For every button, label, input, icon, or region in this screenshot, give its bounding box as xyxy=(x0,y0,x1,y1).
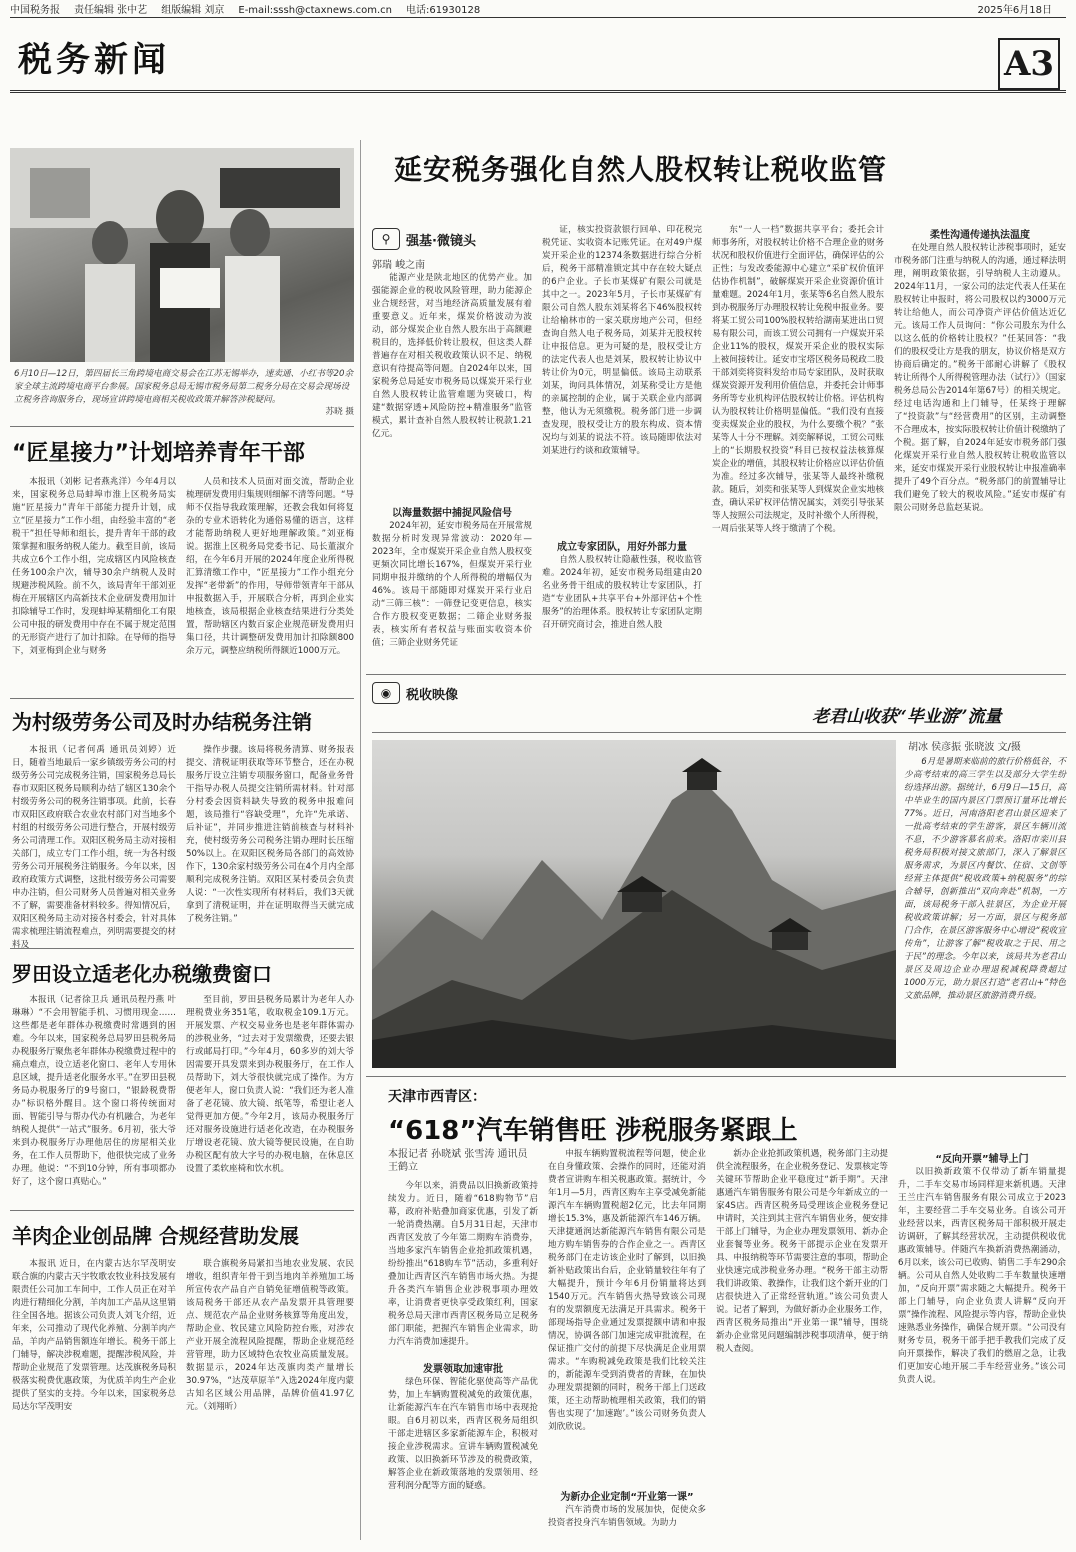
column-badge-label: 税收映像 xyxy=(406,687,459,703)
article-subhead: 以海量数据中捕捉风险信号 xyxy=(392,508,512,519)
layout-credit: 组版编辑 刘京 xyxy=(161,5,225,16)
article-body: 汽车消费市场的发展加快，促使众多投资者投身汽车销售领域。为助力 xyxy=(548,1505,706,1528)
contact-phone: 电话:61930128 xyxy=(405,5,481,16)
article-body: 证，核实投资款银行回单、印花税完税凭证、实收资本记账凭证。在对49户煤炭开采企业的12374条数据进行综合分析后，税务干部精准锁定其中存在较大疑点的6户企业。子长市某煤矿有限公司就是其中之一。2023年5月，子长市某煤矿有限公司自然人股东刘某将名下46%股权转让给榆林市的一家关联房地产公司，但经查询自然人电子税务局，刘某并无股权转让申报信息。更为可疑的是，股权受让方的法定代表人也是刘某，股权转让协议中转让价为0元，明显偏低。该局主动联系刘某，询问具体情况，刘某称受让方是他的亲属控制的企业，属于关联企业内部调整，他认为无须缴税。税务部门进一步调查发现，股权受让方的股东构成、资本情况均与刘某的说法不符。该局随即依法对刘某进行约谈和政策辅导。 xyxy=(542,225,702,456)
article-subhead: “反向开票”辅导上门 xyxy=(935,1154,1029,1165)
expo-photo-illustration xyxy=(10,148,354,362)
article-body: 6月是暑期来临前的旅行价格低谷，不少高考结束的高三学生以及部分大学生纷纷选择出游。据统计，6月9日—15日，高中毕业生的国内景区门票预订量环比增长77%。近日，河南洛阳老君山景区迎来了一批高考结束的学生游客，景区车辆川流不息，不少游客慕名前来。洛阳市栾川县税务局积极对接文旅部门，深入了解景区服务需求，为景区内餐饮、住宿、文创等经营主体提供“税收政策+纳税服务”的综合辅导，创新推出“双向奔赴”机制，一方面，该局税务干部入驻景区，为企业开展税收政策讲解；另一方面，景区与税务部门合作，在景区游客服务中心增设“税收宣传角”，让游客了解“税收取之于民、用之于民”的理念。今年以来，该局共为老君山景区及周边企业办理退税减税降费超过1000万元，助力景区打造“老君山+”特色文旅品牌，推动景区旅游消费升级。 xyxy=(904,757,1066,1001)
magnifier-icon: ⚲ xyxy=(372,228,400,250)
article-headline: 罗田设立适老化办税缴费窗口 xyxy=(12,962,272,986)
page-number: A3 xyxy=(998,38,1060,90)
article-body: 2024年初，延安市税务局在开展常规数据分析时发现异常波动：2020年—2023年，全市煤炭开采企业自然人股权变更频次同比增长167%，但煤炭开采行业同期申报并缴纳的个人所得税的增幅仅为46%。该局干部随即对煤炭开采行业启动“三筛三核”：一筛登记变更信息，核实合作方股权变更数据；二筛企业财务报表，核实所有者权益与账面实收资本价值；三筛企业财务凭证 xyxy=(372,521,532,648)
expo-photo xyxy=(10,148,354,362)
article-body: 自然人股权转让隐蔽性强，税收监管难。2024年初，延安市税务局组建由20名业务骨干组成的股权转让专家团队，打造“专业团队+共享平台+外部评估+个性服务”的治理体系。股权转让专家团队定期召开研究商讨会，推进自然人股 xyxy=(542,555,702,630)
article-headline: 羊肉企业创品牌 合规经营助发展 xyxy=(12,1224,299,1248)
contact-email[interactable]: E-mail:sssh@ctaxnews.com.cn xyxy=(238,5,392,16)
article-subhead: 成立专家团队，用好外部力量 xyxy=(557,542,687,553)
article-body: 东“一人一档”数据共享平台；委托会计师事务所，对股权转让价格不合理企业的财务状况和股权价值进行全面评估，确保评估的公正性；与发改委能源中心建立“采矿权价值评估协作机制”，破解煤炭开采企业资源价值计量难题。2024年1月，张某等6名自然人股东到办税服务厅办理股权转让免税申报业务。要将某工贸公司100%股权转给湖南某进出口贸易有限公司，而该工贸公司拥有一户煤炭开采企业11%的股权，煤炭开采企业的股权实际上被间接转让。延安市宝塔区税务局税政二股干部刘奕将资料发给市局专家团队，及时获取煤炭资源开发利用价值信息，并委托会计师事务所等专业机构评估股权转让价格。评估机构认为股权转让价格明显偏低。“我们没有直接变卖煤炭企业的股权，为什么要缴个税？”张某等人十分不理解。刘奕解释说，工贸公司账上的“长期股权投资”科目已按权益法核算煤炭企业的增值，其股权转让价格应以评估价值为准。经过多次辅导，张某等人最终补缴税款。随后，刘奕和张某等人到煤炭企业实地核查，确认采矿权评估情况属实，刘奕引导张某等人按照公司法规定，及时补缴个人所得税，一周后张某等人终于缴清了个税。 xyxy=(712,225,884,534)
article-body: 以旧换新政策不仅带动了新车销量提升，二手车交易市场同样迎来新机遇。天津王兰庄汽车销售服务有限公司成立于2023年，主要经营二手车交易业务。自该公司开业经营以来，西青区税务局干部积极开展走访调研，了解其经营状况，主动提供税收优惠政策辅导。伴随汽车换新消费热潮涌动，6月以来，该公司已收购、销售二手车290余辆。公司从自然人处收购二手车数量快速增加，“反向开票”需求随之大幅提升。税务干部上门辅导，向企业负责人讲解“反向开票”操作流程、风险提示等内容，帮助企业快速熟悉业务操作，确保合规开票。“公司没有财务专员，税务干部手把手教我们完成了反向开票操作，解决了我们的燃眉之急，让我们更加安心地开展二手车经营业务。”该公司负责人说。 xyxy=(898,1167,1066,1385)
article-body: 绿色环保、智能化驱使高等产品优势，加上车辆购置税减免的政策优惠，让新能源汽车在汽车销售市场中表现抢眼。自6月初以来，西青区税务局组织干部走进辖区多家新能源车企，积极对接企业涉税需求。宣讲车辆购置税减免政策、以旧换新环节涉及的税费政策，解答企业在新政策落地的发票领用、经营利润分配等方面的疑惑。 xyxy=(388,1377,538,1491)
main-headline: 延安税务强化自然人股权转让税收监管 xyxy=(394,153,888,186)
paper-name: 中国税务报 xyxy=(10,5,60,16)
article-byline: 本报记者 孙晓斌 张雪涛 通讯员 王鹤立 xyxy=(388,1149,528,1173)
article-headline: “匠星接力”计划培养青年干部 xyxy=(12,441,305,466)
article-subhead: 柔性沟通传递执法温度 xyxy=(930,230,1030,241)
article-body: 能源产业是陕北地区的优势产业。加强能源企业的税收风险管理，助力能源企业合规经营，对当地经济高质量发展有着重要意义。近年来，煤炭价格波动为波动，部分煤炭企业自然人股东出于高额避税目的，选择低价转让股权，但这类人群普遍存在对相关税收政策认识不足、纳税意识有待提高等问题。自2024年以来，国家税务总局延安市税务局以煤炭开采行业自然人股权转让监管难题为突破口，构建“数据穿透+风险防控+精准服务”监管模式，累计查补自然人股权转让税款1.21亿元。 xyxy=(372,273,532,439)
expo-photo-caption: 6月10日—12日，第四届长三角跨境电商交易会在江苏无锡举办，速卖通、小红书等20余家全球主流跨境电商平台参展。国家税务总局无锡市税务局第二税务分局在交易会现场设立税务咨询服务台，现场宣讲跨境电商相关税收政策并解答涉税疑问。 xyxy=(14,369,354,405)
column-divider xyxy=(360,140,361,1540)
article-body: 人员和技术人员面对面交流，帮助企业梳理研发费用归集规则细解不清等问题。“导师不仅指导我政策理解，还教会我如何将复杂的专业术语转化为通俗易懂的语言，这样才能帮助纳税人更好地理解政策。”刘亚梅说。据淮上区税务局党委书记、局长董淑介绍，在今年6月开展的2024年度企业所得税汇算清缴工作中，“匠星接力”工作小组充分发挥“老带新”的作用，导师带领青年干部从申报数据入手，开展联合分析，再到企业实地核查，该局根据企业核查结果进行分类处置，帮助辖区内数百家企业规范研发费用归集口径，共计调整研发费用加计扣除额800余万元，调整应纳税所得额近1000万元。 xyxy=(186,477,354,656)
divider xyxy=(10,948,354,949)
editor-credit: 责任编辑 张中艺 xyxy=(74,5,148,16)
article-headline: 老君山收获“毕业游”流量 xyxy=(812,707,1002,727)
section-title: 税务新闻 xyxy=(18,40,170,80)
column-badge-label: 强基·微镜头 xyxy=(406,233,476,249)
article-subhead: 发票领取加速审批 xyxy=(423,1364,503,1375)
mountain-illustration xyxy=(372,740,896,1068)
article-body: 本报讯（刘彬 记者燕兆洋）今年4月以来，国家税务总局蚌埠市淮上区税务局实施“匠星接力”青年干部能力提升计划，成立“匠星接力”工作小组，由经验丰富的“老税干”担任导师和组长，提升青年干部的政策掌握和服务纳税人能力。截至目前，该局共成立6个工作小组，完成辖区内风险核查任务100余户次，辅导30余户纳税人及时规避涉税风险。前不久，该局青年干部刘亚梅在开展辖区内高新技术企业研发费用加计扣除辅导工作时，发现蚌埠某精细化工有限公司申报的研发费用中存在不属于规定范围的无形资产进行了加计扣除。在导师的指导下，刘亚梅到企业与财务 xyxy=(12,477,176,656)
divider xyxy=(366,674,1066,675)
article-body: 至目前，罗田县税务局累计为老年人办理税费业务351笔，收取税金109.1万元。开展发票、产权交易业务也是老年群体需办的涉税业务，“过去对于发票缴费，还要去银行或邮局打印。”今年4月，60多岁的刘大爷因需要开具发票来到办税服务厅，在工作人员帮助下，刘大爷很快就完成了操作。为方便老年人，窗口负责人说：“我们还为老人准备了老花镜、放大镜、纸笔等，希望让老人觉得更加方便。”今年2月，该局办税服务厅还对服务设施进行适老化改造，在办税服务厅增设老花镜、放大镜等便民设施，在自助办税区配有放大字号的办税电脑，在休息区设置了柔软座椅和饮水机。 xyxy=(186,995,354,1174)
article-body: 新办企业抢抓政策机遇，税务部门主动提供全流程服务，在企业税务登记、发票核定等关键环节帮助企业平稳度过“新手期”。天津惠通汽车销售服务有限公司是今年新成立的一家4S店。西青区税务局受理该企业税务登记申请时，关注到其主营汽车销售业务，便安排干部上门辅导，为企业办理发票领用、新办企业套餐等业务。税务干部提示企业在发票开具、申报纳税等环节需要注意的事项，帮助企业快速完成涉税业务办理。“税务干部主动帮我们讲政策、教操作，让我们这个新开业的门店很快进入了正常经营轨道。”该公司负责人说。记者了解到，为做好新办企业服务工作，西青区税务局推出“开业第一课”辅导，围绕新办企业常见问题编制涉税事项清单，便于纳税人查阅。 xyxy=(716,1149,888,1354)
article-body: 在处理自然人股权转让涉税事项时，延安市税务部门注重与纳税人的沟通，通过释法明理，阐明政策依据，引导纳税人主动遵从。2024年11月，一家公司的法定代表人任某在股权转让申报时，将公司股权以约3000万元转让给他人，而公司净资产评估价值达近亿元。该局工作人员询问：“你公司股东为什么以这么低的价格转让股权？”任某回答：“我们的股权受让方是我的朋友，协议价格是双方协商后确定的。”税务干部耐心讲解了《股权转让所得个人所得税管理办法（试行）》（国家税务总局公告2014年第67号）的相关规定。经过电话沟通和上门辅导，任某终于理解了“投资款”与“经营费用”的区别，主动调整不合理成本，按实际股权转让价值计税缴纳了个税。据了解，自2024年延安市税务部门强化煤炭开采行业自然人股权转让税收监管以来，延安市煤炭开采行业股权转让申报准确率提升了49个百分点。“税务部门的前置辅导让我们避免了较大的税收风险。”延安市煤矿有限公司财务总监赵某说。 xyxy=(894,243,1066,513)
column-badge xyxy=(372,228,476,250)
article-byline: 胡冰 侯彦振 张晓波 文/摄 xyxy=(908,742,1021,753)
article-subhead: 为新办企业定制“开业第一课” xyxy=(560,1492,694,1503)
article-body: 本报讯（记者何禹 通讯员刘婷）近日，随着当地最后一家乡镇级劳务公司的村级劳务公司完成税务注销，国家税务总局长春市双阳区税务局顺利办结了辖区130余个村级劳务公司的税务注销事项。此前，长春市双阳区政府联合农业农村部门对当地多个村组的村级劳务公司进行整合，开展村级劳务公司清理工作。双阳区税务局主动对接相关部门，成立专门工作小组，统一为各村级劳务公司开展税务注销服务。今年以来，因政府政策方式调整，这批村级劳务公司需要申办注销，但公司财务人员普遍对相关业务不了解，需要准备材料较多。得知情况后，双阳区税务局主动对接各村委会，针对具体需求梳理注销流程难点，列明需要提交的材料及 xyxy=(12,745,176,950)
article-kicker: 天津市西青区： xyxy=(388,1089,486,1105)
divider xyxy=(10,698,354,699)
article-body: 本报讯 近日，在内蒙古达尔罕茂明安联合旗的内蒙古天宇牧歌农牧业科技发展有限责任公司加工车间中，工作人员正在对羊肉进行精细化分割，羊肉加工产品从这里销往全国各地。据该公司负责人刘飞介绍，近年来，公司推动了现代化养殖、分割羊肉产品，羊肉产品销售额连年增长。税务干部上门辅导，解决涉税难题，提醒涉税风险，并帮助企业规范了发票管理。达茂旗税务局积极落实税费优惠政策，为优质羊肉生产企业提供了坚实的支持。今年以来，国家税务总局达尔罕茂明安 xyxy=(12,1259,176,1412)
issue-date: 2025年6月18日 xyxy=(977,5,1052,16)
section-masthead xyxy=(10,24,1066,94)
article-headline: “618”汽车销售旺 涉税服务紧跟上 xyxy=(388,1116,798,1146)
divider xyxy=(372,732,1066,733)
article-byline: 郭瑞 峻之南 xyxy=(372,260,426,271)
article-body: 本报讯（记者徐卫兵 通讯员程丹燕 叶琳琳）“不会用智能手机、习惯用现金……这些都是老年群体办税缴费时常遇到的困难。今年以来，国家税务总局罗田县税务局办税服务厅聚焦老年群体办税缴费过程中的痛点难点，设立适老化窗口、老年人专用休息区域，提升适老化服务水平。”在罗田县税务局办税服务厅的9号窗口，“银龄税费帮办”标识格外醒目。这个窗口将传统面对面、智能引导与帮办代办有机融合，为老年纳税人提供“一站式”服务。6月初，张大爷来到办税服务厅办理他居住的房屋相关业务，在工作人员帮助下，他很快完成了业务办理。他说：“不到10分钟，所有事项都办好了，这个窗口真贴心。” xyxy=(12,995,176,1187)
divider xyxy=(10,426,354,427)
top-info-bar xyxy=(10,4,1066,18)
laojunshan-photo xyxy=(372,740,896,1068)
divider xyxy=(10,1210,354,1211)
article-body: 操作步骤。该局将税务清算、财务报表提交、清税证明获取等环节整合，还在办税服务厅设立注销专项服务窗口，配备业务骨干指导办税人员提交注销所需材料。针对部分村委会因资料缺失导致的税务申报难问题，该局推行“容缺受理”，允许“先承诺、后补证”，并同步推进注销前核查与材料补充，使村级劳务公司税务注销办理时长压缩50%以上。在双阳区税务局各部门的高效协作下，130余家村级劳务公司在4个月内全部顺利完成税务注销。双阳区某村委员会负责人说：“一次性实现所有材料后，我们3天就拿到了清税证明，并在证明取得当天就完成了税务注销。” xyxy=(186,745,354,924)
article-body: 申报车辆购置税流程等问题，使企业在自身懂政策、会操作的同时，还能对消费者宣讲购车相关税惠政策。据统计，今年1月—5月，西青区购车主享受减免新能源汽车车辆购置税超2亿元，比去年同期增长15.3%，惠及新能源汽车146万辆。天津捷通润达新能源汽车销售有限公司是地方购车销售券的合作企业之一。西青区税务部门在走访该企业时了解到，以旧换新补贴政策出台后，企业销量较往年有了大幅提升，预计今年6月份销量将达到1540万元。汽车销售火热导致该公司现有的发票额度无法满足开具需求。税务干部现场指导企业通过发票提额申请和申报情况，协调各部门加速完成审批流程，在保证推广交付的前提下尽快满足企业用票需求。“车购税减免政策是我们比较关注的，新能源车受到消费者的青睐，在加快办理发票提额的同时，税务干部上门送政策，还主动帮助梳理相关政策，我们的销售也实现了‘加速跑’。”该公司财务负责人刘欣欣说。 xyxy=(548,1149,706,1432)
article-body: 今年以来，消费品以旧换新政策持续发力。近日，随着“618购物节”启幕，政府补贴叠加商家优惠，引发了新一轮消费热潮。自5月31日起，天津市西青区发放了今年第二期购车消费券，当地多家汽车销售企业抢抓政策机遇，纷纷推出“618购车节”活动，多重利好叠加让西青区汽车销售市场火热。为提升各类汽车销售企业涉税事项办理效率，让消费者更快享受政策红利，国家税务总局天津市西青区税务局立足税务部门职能，把握汽车销售企业需求，助力汽车消费加速提升。 xyxy=(388,1181,538,1347)
article-headline: 为村级劳务公司及时办结税务注销 xyxy=(12,710,312,734)
masthead-rule xyxy=(10,90,1066,93)
column-badge xyxy=(372,682,458,704)
article-body: 联合旗税务局紧扣当地农业发展、农民增收，组织青年骨干到当地肉羊养殖加工场所宣传农产品自产自销免征增值税等政策。该局税务干部还从农产品发票开具管理要点、规范农产品企业财务核算等角度出发，帮助企业、牧民建立风险防控台账，对涉农产业开展全流程风险提醒，帮助企业规范经营管理，助力区域特色农牧业高质量发展。数据显示，2024年达茂旗肉类产量增长30.97%，“达茂草原羊”入选2024年度内蒙古知名区域公用品牌，品牌价值41.97亿元。（刘翔昕） xyxy=(186,1259,354,1412)
expo-photo-credit: 苏晓 摄 xyxy=(325,407,354,417)
camera-icon: ◉ xyxy=(372,682,400,704)
divider xyxy=(366,1076,1066,1077)
